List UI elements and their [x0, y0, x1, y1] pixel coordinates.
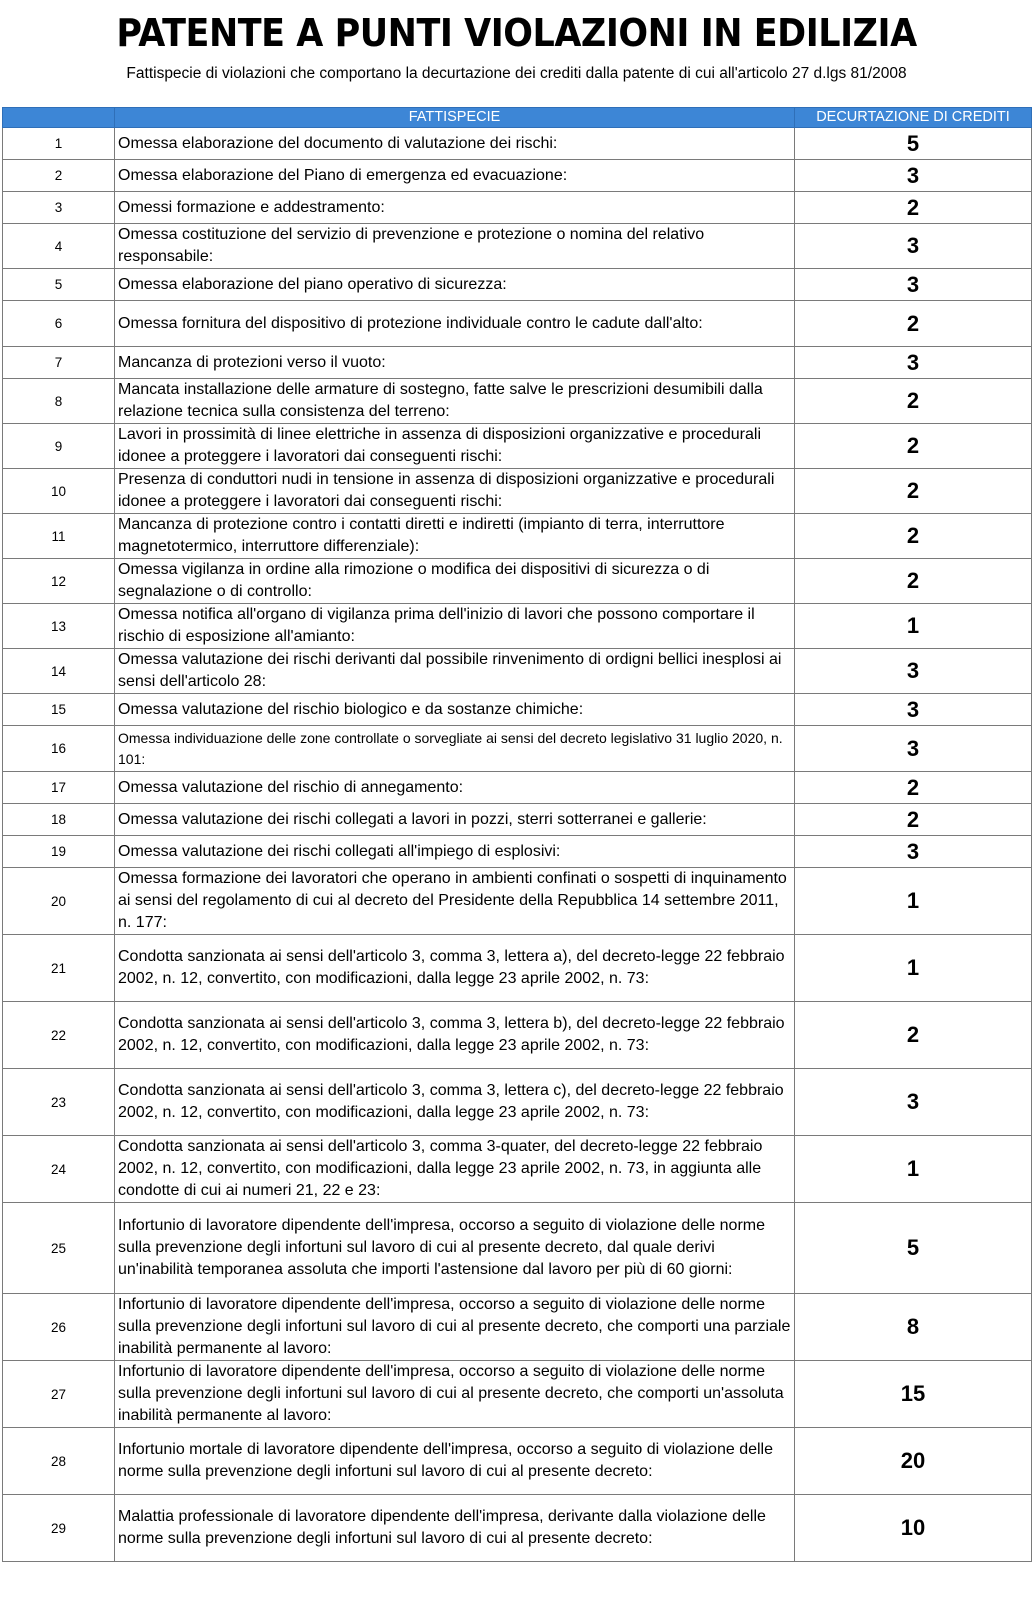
row-credits: 15 — [795, 1361, 1032, 1428]
row-credits: 3 — [795, 1069, 1032, 1136]
page-subtitle: Fattispecie di violazioni che comportano la decurtazione dei crediti dalla patente di cui all'articolo 27 d.lgs 81/2008 — [126, 65, 907, 82]
row-credits: 3 — [795, 269, 1032, 301]
row-credits: 1 — [795, 868, 1032, 935]
row-number: 20 — [3, 868, 115, 935]
row-fattispecie: Omessa valutazione del rischio biologico e da sostanze chimiche: — [115, 694, 795, 726]
row-credits: 3 — [795, 726, 1032, 772]
row-credits: 3 — [795, 836, 1032, 868]
table-row — [3, 772, 1032, 804]
row-credits: 3 — [795, 224, 1032, 269]
row-fattispecie: Mancanza di protezione contro i contatti diretti e indiretti (impianto di terra, interruttore magnetotermico, interruttore differenziale): — [115, 514, 795, 559]
row-fattispecie: Lavori in prossimità di linee elettriche in assenza di disposizioni organizzative e procedurali idonee a proteggere i lavoratori dai conseguenti rischi: — [115, 424, 795, 469]
row-credits: 3 — [795, 649, 1032, 694]
row-number: 14 — [3, 649, 115, 694]
table-row — [3, 935, 1032, 1002]
row-number: 5 — [3, 269, 115, 301]
row-number: 9 — [3, 424, 115, 469]
row-number: 8 — [3, 379, 115, 424]
row-credits: 2 — [795, 469, 1032, 514]
row-fattispecie: Condotta sanzionata ai sensi dell'articolo 3, comma 3, lettera a), del decreto-legge 22 febbraio 2002, n. 12, convertito, con modificazioni, dalla legge 23 aprile 2002, n. 73: — [115, 935, 795, 1002]
row-number: 29 — [3, 1495, 115, 1562]
table-header-row — [3, 108, 1032, 128]
row-number: 2 — [3, 160, 115, 192]
row-number: 24 — [3, 1136, 115, 1203]
row-fattispecie: Omessa valutazione dei rischi collegati a lavori in pozzi, sterri sotterranei e gallerie: — [115, 804, 795, 836]
page-title: PATENTE A PUNTI VIOLAZIONI IN EDILIZIA — [116, 11, 917, 55]
row-credits: 2 — [795, 301, 1032, 347]
row-number: 6 — [3, 301, 115, 347]
table-row — [3, 1495, 1032, 1562]
row-number: 1 — [3, 128, 115, 160]
row-fattispecie: Infortunio di lavoratore dipendente dell'impresa, occorso a seguito di violazione delle norme sulla prevenzione degli infortuni sul lavoro di cui al presente decreto, che comporti una parziale inabilità permanente al lavoro: — [115, 1294, 795, 1361]
row-fattispecie: Condotta sanzionata ai sensi dell'articolo 3, comma 3-quater, del decreto-legge 22 febbraio 2002, n. 12, convertito, con modificazioni, dalla legge 23 aprile 2002, n. 73, in aggiunta alle condotte di cui ai numeri 21, 22 e 23: — [115, 1136, 795, 1203]
row-credits: 5 — [795, 128, 1032, 160]
row-fattispecie: Omessa valutazione dei rischi derivanti dal possibile rinvenimento di ordigni bellici inesplosi ai sensi dell'articolo 28: — [115, 649, 795, 694]
table-row — [3, 868, 1032, 935]
header-number — [3, 108, 115, 128]
row-credits: 8 — [795, 1294, 1032, 1361]
row-credits: 2 — [795, 804, 1032, 836]
violations-table — [2, 107, 1032, 1562]
table-row — [3, 1203, 1032, 1294]
row-credits: 2 — [795, 559, 1032, 604]
row-fattispecie: Mancanza di protezioni verso il vuoto: — [115, 347, 795, 379]
table-row — [3, 649, 1032, 694]
row-number: 12 — [3, 559, 115, 604]
row-credits: 2 — [795, 192, 1032, 224]
table-row — [3, 1428, 1032, 1495]
row-credits: 1 — [795, 604, 1032, 649]
table-row — [3, 128, 1032, 160]
row-number: 26 — [3, 1294, 115, 1361]
row-credits: 10 — [795, 1495, 1032, 1562]
table-row — [3, 379, 1032, 424]
row-number: 11 — [3, 514, 115, 559]
row-number: 10 — [3, 469, 115, 514]
row-fattispecie: Condotta sanzionata ai sensi dell'articolo 3, comma 3, lettera c), del decreto-legge 22 febbraio 2002, n. 12, convertito, con modificazioni, dalla legge 23 aprile 2002, n. 73: — [115, 1069, 795, 1136]
table-row — [3, 1361, 1032, 1428]
table-row — [3, 1136, 1032, 1203]
row-number: 21 — [3, 935, 115, 1002]
table-row — [3, 1002, 1032, 1069]
row-fattispecie: Omessa elaborazione del Piano di emergenza ed evacuazione: — [115, 160, 795, 192]
row-number: 18 — [3, 804, 115, 836]
row-credits: 2 — [795, 514, 1032, 559]
row-number: 4 — [3, 224, 115, 269]
table-row — [3, 1069, 1032, 1136]
row-number: 25 — [3, 1203, 115, 1294]
table-row — [3, 559, 1032, 604]
table-row — [3, 836, 1032, 868]
table-row — [3, 192, 1032, 224]
row-number: 15 — [3, 694, 115, 726]
header-crediti: DECURTAZIONE DI CREDITI — [795, 108, 1032, 128]
row-fattispecie: Mancata installazione delle armature di sostegno, fatte salve le prescrizioni desumibili dalla relazione tecnica sulla consistenza del terreno: — [115, 379, 795, 424]
row-credits: 1 — [795, 1136, 1032, 1203]
row-credits: 3 — [795, 347, 1032, 379]
row-fattispecie: Presenza di conduttori nudi in tensione in assenza di disposizioni organizzative e procedurali idonee a proteggere i lavoratori dai conseguenti rischi: — [115, 469, 795, 514]
row-credits: 2 — [795, 1002, 1032, 1069]
table-row — [3, 804, 1032, 836]
table-row — [3, 694, 1032, 726]
table-row — [3, 269, 1032, 301]
row-credits: 2 — [795, 424, 1032, 469]
row-fattispecie: Omessa formazione dei lavoratori che operano in ambienti confinati o sospetti di inquinamento ai sensi del regolamento di cui al decreto del Presidente della Repubblica 14 settembre 2011, n. 177: — [115, 868, 795, 935]
row-number: 27 — [3, 1361, 115, 1428]
row-credits: 2 — [795, 379, 1032, 424]
row-fattispecie: Infortunio di lavoratore dipendente dell'impresa, occorso a seguito di violazione delle norme sulla prevenzione degli infortuni sul lavoro di cui al presente decreto, che comporti un'assoluta inabilità permanente al lavoro: — [115, 1361, 795, 1428]
table-row — [3, 1294, 1032, 1361]
row-fattispecie: Omessi formazione e addestramento: — [115, 192, 795, 224]
row-number: 28 — [3, 1428, 115, 1495]
row-fattispecie: Infortunio mortale di lavoratore dipendente dell'impresa, occorso a seguito di violazione delle norme sulla prevenzione degli infortuni sul lavoro di cui al presente decreto: — [115, 1428, 795, 1495]
table-row — [3, 514, 1032, 559]
row-number: 3 — [3, 192, 115, 224]
row-fattispecie: Omessa costituzione del servizio di prevenzione e protezione o nomina del relativo responsabile: — [115, 224, 795, 269]
table-row — [3, 469, 1032, 514]
row-number: 22 — [3, 1002, 115, 1069]
row-number: 16 — [3, 726, 115, 772]
table-row — [3, 726, 1032, 772]
row-fattispecie: Omessa valutazione dei rischi collegati all'impiego di esplosivi: — [115, 836, 795, 868]
row-number: 19 — [3, 836, 115, 868]
table-row — [3, 160, 1032, 192]
row-fattispecie: Omessa vigilanza in ordine alla rimozione o modifica dei dispositivi di sicurezza o di segnalazione o di controllo: — [115, 559, 795, 604]
row-number: 23 — [3, 1069, 115, 1136]
row-fattispecie: Malattia professionale di lavoratore dipendente dell'impresa, derivante dalla violazione delle norme sulla prevenzione degli infortuni sul lavoro di cui al presente decreto: — [115, 1495, 795, 1562]
row-fattispecie: Omessa individuazione delle zone controllate o sorvegliate ai sensi del decreto legislativo 31 luglio 2020, n. 101: — [115, 726, 795, 772]
row-fattispecie: Omessa elaborazione del documento di valutazione dei rischi: — [115, 128, 795, 160]
row-number: 7 — [3, 347, 115, 379]
row-credits: 2 — [795, 772, 1032, 804]
row-fattispecie: Omessa elaborazione del piano operativo di sicurezza: — [115, 269, 795, 301]
header-fattispecie: FATTISPECIE — [115, 108, 795, 128]
row-fattispecie: Omessa fornitura del dispositivo di protezione individuale contro le cadute dall'alto: — [115, 301, 795, 347]
row-fattispecie: Condotta sanzionata ai sensi dell'articolo 3, comma 3, lettera b), del decreto-legge 22 febbraio 2002, n. 12, convertito, con modificazioni, dalla legge 23 aprile 2002, n. 73: — [115, 1002, 795, 1069]
row-number: 17 — [3, 772, 115, 804]
row-fattispecie: Omessa notifica all'organo di vigilanza prima dell'inizio di lavori che possono comportare il rischio di esposizione all'amianto: — [115, 604, 795, 649]
row-credits: 1 — [795, 935, 1032, 1002]
row-fattispecie: Infortunio di lavoratore dipendente dell'impresa, occorso a seguito di violazione delle norme sulla prevenzione degli infortuni sul lavoro di cui al presente decreto, dal quale derivi un'inabilità temporanea assoluta che importi l'astensione dal lavoro per più di 60 giorni: — [115, 1203, 795, 1294]
table-row — [3, 301, 1032, 347]
row-fattispecie: Omessa valutazione del rischio di annegamento: — [115, 772, 795, 804]
table-row — [3, 224, 1032, 269]
table-row — [3, 604, 1032, 649]
table-row — [3, 347, 1032, 379]
row-credits: 3 — [795, 694, 1032, 726]
row-number: 13 — [3, 604, 115, 649]
row-credits: 3 — [795, 160, 1032, 192]
row-credits: 20 — [795, 1428, 1032, 1495]
row-credits: 5 — [795, 1203, 1032, 1294]
table-row — [3, 424, 1032, 469]
